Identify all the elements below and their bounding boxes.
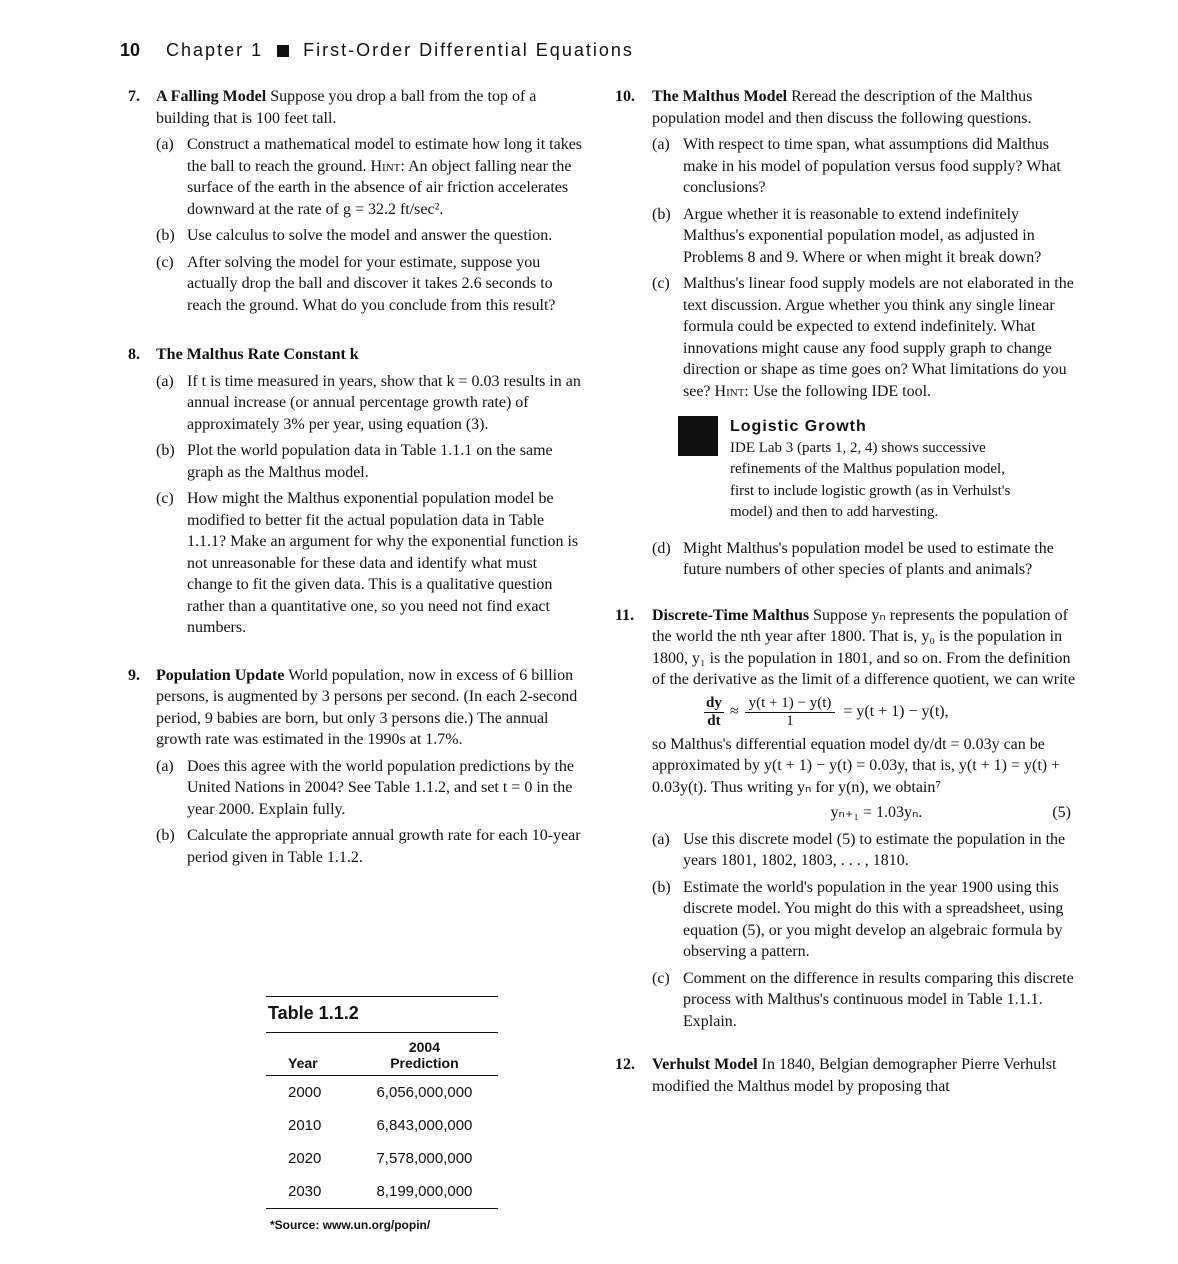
part-a: (a) With respect to time span, what assumptions did Malthus make in his model of population versus food supply? What conclusions?: [652, 136, 1061, 196]
part-b: (b) Calculate the appropriate annual growth rate for each 10-year period given in Table 1.1.2.: [156, 827, 581, 866]
problem-number: 8.: [128, 346, 140, 363]
part-a: (a) Does this agree with the world population predictions by the United Nations in 2004? See Table 1.1.2, and set t = 0 in the year 2000. Explain fully.: [156, 757, 575, 818]
problem-9: [128, 665, 584, 869]
table-caption: Table 1.1.2: [266, 997, 498, 1033]
table-row: 2010 6,843,000,000: [288, 1116, 473, 1134]
right-column: [615, 86, 1077, 1115]
square-bullet-icon: [277, 45, 289, 57]
column-header-year: Year: [266, 1033, 351, 1076]
part-c: (c) How might the Malthus exponential population model be modified to better fit the actual population data in Table 1.1.1? Make an argument for why the exponential function is not unreasonable for these data and identify what must change to fit the given data. This is a qualitative question rather than a quantitative one, so you need not find exact numbers.: [156, 490, 579, 636]
ide-tool-heading: Logistic Growth: [730, 418, 867, 435]
part-c: (c) Comment on the difference in results comparing this discrete process with Malthus's continuous model in Table 1.1.1. Explain.: [652, 969, 1074, 1030]
population-prediction-table: [266, 996, 498, 1209]
problem-text: In 1840, Belgian demographer Pierre Verhulst modified the Malthus model by proposing that: [652, 1056, 1057, 1095]
chapter-label: Chapter 1: [166, 40, 264, 60]
problem-8: [128, 344, 584, 639]
problem-text: World population, now in excess of 6 billion persons, is augmented by 3 persons per second. (In each 2-second period, 9 babies are born, but only 3 persons die.) The annual growth rate was estimated in the 1990s at 1.7%.: [156, 666, 578, 748]
problem-number: 12.: [615, 1056, 635, 1073]
problem-text: Suppose yₙ represents the population of the world the nth year after 1800. That is, y₀ is the population in 1800, y₁ is the population in 1801, and so on. From the definition of the derivative as the limit of a difference quotient, we can write: [652, 606, 1076, 688]
ide-tool-icon: [678, 416, 718, 456]
ide-tool-box: [678, 416, 1077, 524]
problem-number: 10.: [615, 88, 635, 105]
part-a: (a) Use this discrete model (5) to estimate the population in the years 1801, 1802, 1803, . . . , 1810.: [652, 830, 1066, 869]
problem-text: Suppose you drop a ball from the top of a building that is 100 feet tall.: [156, 88, 537, 127]
part-a: (a) Construct a mathematical model to estimate how long it takes the ball to reach the ground. Hint: An object falling near the surface of the earth in the absence of air friction accelerates downward at the rate of g = 32.2 ft/sec².: [156, 136, 583, 218]
difference-quotient-equation: $\frac{dy}{dt}$ ≈ $\frac{y(t + 1) - y(t)}{1}$ = y(t + 1) − y(t),: [706, 694, 949, 729]
part-b: (b) Estimate the world's population in the year 1900 using this discrete model. You might do this with a spreadsheet, using equation (5), or you might develop an algebraic formula by observing a pattern.: [652, 878, 1064, 960]
part-c: (c) After solving the model for your estimate, suppose you actually drop the ball and discover it takes 2.6 seconds to reach the ground. What do you conclude from this result?: [156, 253, 556, 314]
part-d: (d) Might Malthus's population model be used to estimate the future numbers of other species of plants and animals?: [652, 539, 1054, 578]
page-number: 10: [120, 40, 141, 60]
chapter-title: First-Order Differential Equations: [303, 40, 634, 60]
problem-number: 7.: [128, 88, 140, 105]
equation-5: yₙ₊₁ = 1.03yₙ. (5): [830, 804, 1071, 821]
problem-text: Reread the description of the Malthus population model and then discuss the following questions.: [652, 88, 1033, 127]
problem-title: A Falling Model: [156, 88, 267, 105]
part-b: (b) Argue whether it is reasonable to extend indefinitely Malthus's exponential population model, as adjusted in Problems 8 and 9. Where or when might it break down?: [652, 205, 1042, 266]
problem-title: The Malthus Rate Constant k: [156, 346, 359, 363]
part-a: (a) If t is time measured in years, show that k = 0.03 results in an annual increase (or annual percentage growth rate) of approximately 3% per year, using equation (3).: [156, 372, 581, 433]
problem-number: 11.: [615, 606, 635, 624]
problem-11: 11. Discrete-Time Malthus Suppose yₙ represents the population of the world the nth year after 1800. That is, y₀ is the population in 1800, y₁ is the population in 1801, and so on. From the definition of the derivative as the limit of a difference quotient, we can write $\frac{dy}{dt}$ ≈ $\frac{y(t + 1) - y(t)}{1}$ = y(t + 1) − y(t), so Malthus's differential equation model dy/dt = 0.03y can be approximated by y(t + 1) − y(t) = 0.03y, that is, y(t + 1) = y(t) + 0.03y(t). Thus writing yₙ for y(n), we obtain⁷ yₙ₊₁ = 1.03yₙ. (5) (a) Use this discrete model (5) to estimate the population in the years 1801, 1802, 1803, . . . , 1810. (b) Estimate the world's population in the year 1900 using this discrete model. You might do this with a spreadsheet, using equation (5), or you might develop an algebraic formula by observing a pattern. (c) Comment on the difference in results comparing this discrete process with Malthus's continuous model in Table 1.1.1. Explain.: [615, 605, 1077, 1033]
problem-10: [615, 86, 1077, 581]
problem-7: [128, 86, 584, 316]
table-row: 2000 6,056,000,000: [288, 1083, 473, 1101]
problem-title: The Malthus Model: [652, 88, 788, 105]
problem-12: [615, 1054, 1077, 1097]
part-b: (b) Plot the world population data in Table 1.1.1 on the same graph as the Malthus model.: [156, 442, 553, 481]
problem-title: Verhulst Model: [652, 1056, 758, 1073]
left-column: [128, 86, 584, 886]
hint-label: Hint:: [714, 382, 749, 400]
table-source-note: *Source: www.un.org/popin/: [270, 1218, 431, 1232]
column-header-prediction: 2004 Prediction: [351, 1033, 498, 1076]
problem-number: 9.: [128, 666, 140, 684]
part-b: (b) Use calculus to solve the model and answer the question.: [156, 227, 553, 244]
ide-tool-text: IDE Lab 3 (parts 1, 2, 4) shows successive refinements of the Malthus population model, first to include logistic growth (as in Verhulst's model) and then to add harvesting.: [730, 439, 1011, 520]
table-row: 2020 7,578,000,000: [288, 1149, 473, 1167]
table-row: 2030 8,199,000,000: [266, 1175, 498, 1209]
problem-title: Population Update: [156, 666, 285, 684]
part-c: (c) Malthus's linear food supply models are not elaborated in the text discussion. Argue whether you think any single linear formula could be expected to extend indefinitely. What innovations might cause any food supply graph to change direction or shape as time goes on? What limitations do you see? Hint: Use the following IDE tool.: [652, 275, 1074, 400]
hint-label: Hint:: [370, 157, 405, 175]
problem-title: Discrete-Time Malthus: [652, 606, 810, 624]
running-header: [120, 40, 634, 61]
